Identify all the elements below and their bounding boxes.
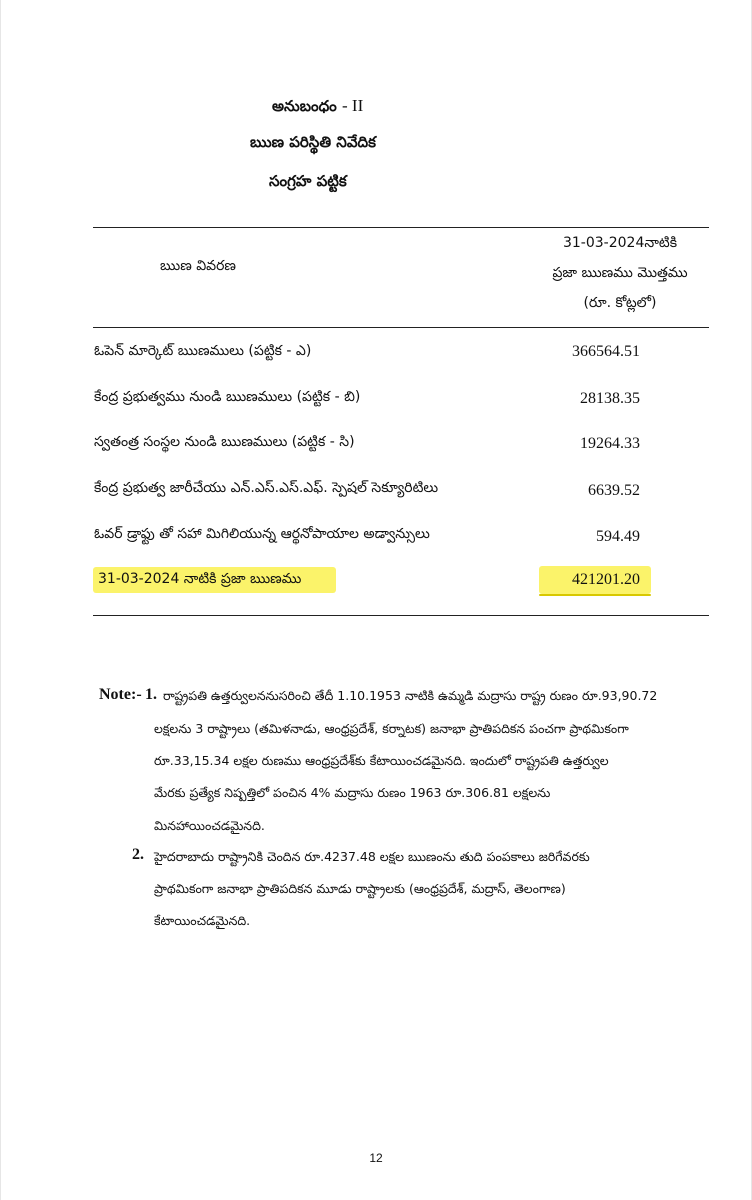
total-row-value: 421201.20	[572, 571, 640, 588]
note-line: మేరకు ప్రత్యేక నిష్పత్తిలో పంచిన 4% మద్రాసు రుణం 1963 రూ.306.81 లక్షలను	[154, 785, 551, 800]
table-bottom-rule	[93, 615, 709, 616]
annexure-title-text: అనుబంధం	[272, 97, 337, 115]
table-row-label: ఓవర్ డ్రాఫ్టు తో సహా మిగిలియున్న ఆర్థనోపాయాల అడ్వాన్సులు	[94, 526, 430, 542]
annexure-title	[272, 96, 363, 119]
note-line: రాష్ట్రపతి ఉత్తర్వులననుసరించి తేదీ 1.10.1953 నాటికి ఉమ్మడి మద్రాసు రాష్ట్ర రుణం రూ.93,90.72	[163, 688, 658, 703]
note-line: కేటాయించడమైనది.	[154, 913, 251, 928]
table-row-label: ఓపెన్ మార్కెట్ ఋణములు (పట్టిక - ఎ)	[94, 343, 312, 359]
column-header-description: ఋణ వివరణ	[160, 258, 236, 274]
note-line: రూ.33,15.34 లక్షల రుణము ఆంధ్రప్రదేశ్‌కు కేటాయించడమైనది. ఇందులో రాష్ట్రపతి ఉత్తర్వుల	[154, 753, 609, 768]
table-row-label: కేంద్ర ప్రభుత్వ జారీచేయు ఎన్.ఎస్.ఎస్.ఎఫ్. స్పెషల్ సెక్యూరిటిలు	[94, 480, 439, 496]
total-row-label: 31-03-2024 నాటికి ప్రజా ఋణము	[98, 571, 302, 587]
column-header-amount	[520, 228, 720, 318]
note-number: 2.	[132, 846, 144, 863]
table-row-label: స్వతంత్ర సంస్థల నుండి ఋణములు (పట్టిక - సి)	[94, 434, 355, 450]
table-row-value: 594.49	[596, 528, 640, 545]
page-number: 12	[369, 1151, 383, 1165]
table-header-rule	[93, 327, 709, 328]
note-line: హైదరాబాదు రాష్ట్రానికి చెందిన రూ.4237.48 లక్షల ఋణంను తుది పంపకాలు జరిగేవరకు	[154, 849, 590, 864]
column-header-amount-line: ప్రజా ఋణము మొత్తము	[552, 265, 688, 281]
column-header-amount-line: 31-03-2024నాటికి	[562, 235, 678, 251]
note-heading: Note:-	[99, 686, 142, 703]
annexure-number: - II	[342, 96, 364, 115]
table-row-value: 366564.51	[572, 343, 640, 360]
column-header-amount-line: (రూ. కోట్లలో)	[583, 295, 657, 311]
note-line: ప్రాథమికంగా జనాభా ప్రాతిపదికన మూడు రాష్ట్రాలకు (ఆంధ్రప్రదేశ్, మద్రాస్, తెలంగాణ)	[154, 881, 566, 896]
report-title: ఋణ పరిస్థితి నివేదిక	[250, 133, 376, 151]
table-row-value: 6639.52	[588, 482, 640, 499]
table-row-label: కేంద్ర ప్రభుత్వము నుండి ఋణములు (పట్టిక - బి)	[94, 389, 361, 405]
table-row-value: 19264.33	[580, 435, 640, 452]
total-value-underline	[539, 594, 651, 596]
summary-table-title: సంగ్రహ పట్టిక	[269, 172, 347, 190]
table-row-value: 28138.35	[580, 390, 640, 407]
note-line: మినహాయించడమైనది.	[154, 818, 265, 833]
note-number: 1.	[145, 686, 157, 703]
note-line: లక్షలను 3 రాష్ట్రాలు (తమిళనాడు, ఆంధ్రప్రదేశ్, కర్నాటక) జనాభా ప్రాతిపదికన పంచగా ప్రాథమికంగా	[154, 721, 629, 736]
